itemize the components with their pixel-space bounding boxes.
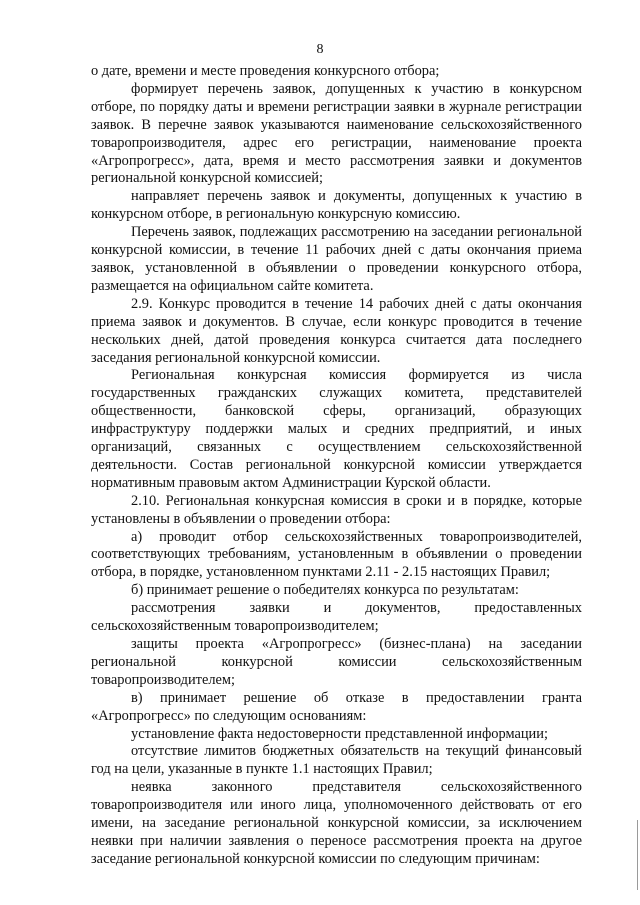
document-body (91, 63, 582, 869)
scan-edge-mark (637, 820, 638, 890)
paragraph-10: рассмотрения заявки и документов, предоставленных сельскохозяйственным товаропроизводителем; (91, 600, 582, 635)
paragraph-2: формирует перечень заявок, допущенных к участию в конкурсном отборе, по порядку даты и времени регистрации заявки в журнале регистрации заявок. В перечне заявок указываются наименование сельскохозяйственного товаропроизводителя, адрес его регистрации, наименование проекта «Агропрогресс», дата, время и место рассмотрения заявки и документов региональной конкурсной комиссией; (91, 80, 582, 187)
paragraph-11: защиты проекта «Агропрогресс» (бизнес-плана) на заседании региональной конкурсной комиссии сельскохозяйственным товаропроизводителем; (91, 636, 582, 688)
paragraph-13: установление факта недостоверности представленной информации; (131, 725, 548, 742)
paragraph-4: Перечень заявок, подлежащих рассмотрению на заседании региональной конкурсной комиссии, в течение 11 рабочих дней с даты окончания приема заявок, установленной в объявлении о проведении конкурсного отбора, размещается на официальном сайте комитета. (91, 224, 582, 294)
paragraph-9: б) принимает решение о победителях конкурса по результатам: (131, 582, 519, 599)
paragraph-14: отсутствие лимитов бюджетных обязательств на текущий финансовый год на цели, указанные в пункте 1.1 настоящих Правил; (91, 743, 582, 778)
paragraph-8: а) проводит отбор сельскохозяйственных товаропроизводителей, соответствующих требованиям, установленным в объявлении о проведении отбора, в порядке, установленном пунктами 2.11 - 2.15 настоящих Правил; (91, 528, 582, 581)
paragraph-5: 2.9. Конкурс проводится в течение 14 рабочих дней с даты окончания приема заявок и документов. В случае, если конкурс проводится в течение нескольких дней, датой проведения конкурса считается дата последнего заседания региональной конкурсной комиссии. (91, 295, 582, 366)
paragraph-3: направляет перечень заявок и документы, допущенных к участию в конкурсном отборе, в региональную конкурсную комиссию. (91, 188, 582, 223)
paragraph-6: Региональная конкурсная комиссия формируется из числа государственных гражданских служащих комитета, представителей общественности, банковской сферы, организаций, образующих инфраструктуру поддержки малых и средних предприятий, и иных организаций, связанных с осуществлением сельскохозяйственной деятельности. Состав региональной конкурсной комиссии утверждается нормативным правовым актом Администрации Курской области. (91, 367, 582, 491)
paragraph-7: 2.10. Региональная конкурсная комиссия в сроки и в порядке, которые установлены в объявлении о проведении отбора: (91, 492, 582, 527)
paragraph-15: неявка законного представителя сельскохозяйственного товаропроизводителя или иного лица, уполномоченного действовать от его имени, на заседание региональной конкурсной комиссии, за исключением неявки при наличии заявления о переносе рассмотрения проекта на другое заседание региональной конкурсной комиссии по следующим причинам: (91, 779, 582, 867)
paragraph-1: о дате, времени и месте проведения конкурсного отбора; (91, 63, 440, 79)
paragraph-12: в) принимает решение об отказе в предоставлении гранта «Агропрогресс» по следующим основаниям: (91, 689, 582, 724)
page-number: 8 (316, 42, 324, 57)
